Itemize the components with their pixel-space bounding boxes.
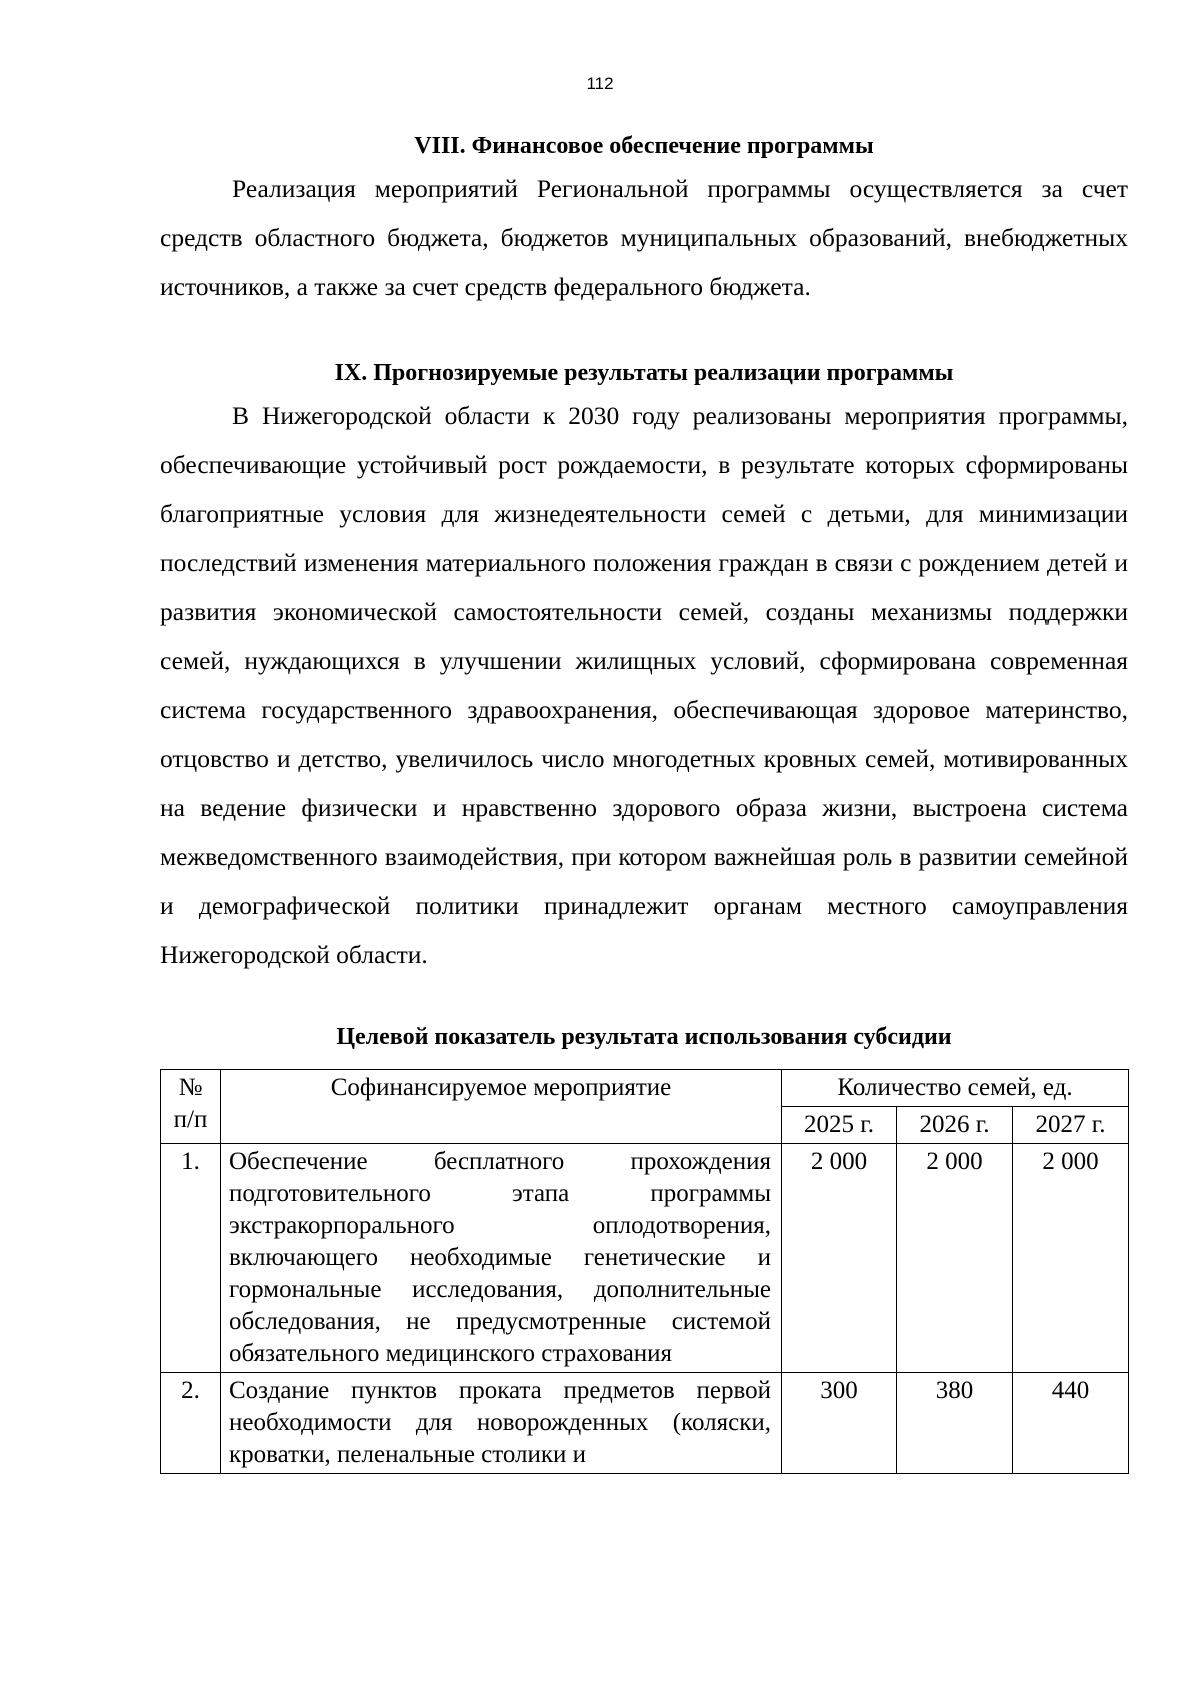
row-value-2025: 2 000 — [782, 1144, 897, 1373]
table-header-row — [161, 1070, 1129, 1107]
table-title: Целевой показатель результата использования субсидии — [336, 1024, 952, 1050]
row-value-2026: 2 000 — [897, 1144, 1013, 1373]
header-year-2025: 2025 г. — [782, 1107, 897, 1144]
row-event: Обеспечение бесплатного прохождения подготовительного этапа программы экстракорпорального оплодотворения, включающего необходимые генетические и гормональные исследования, дополнительные обследования, не предусмотренные системой обязательного медицинского страхования — [221, 1144, 782, 1373]
row-value-2025: 300 — [782, 1373, 897, 1474]
header-family-count: Количество семей, ед. — [782, 1070, 1129, 1107]
header-year-2027: 2027 г. — [1013, 1107, 1129, 1144]
header-year-2026: 2026 г. — [897, 1107, 1013, 1144]
row-number: 2. — [161, 1373, 221, 1474]
section-9-paragraph: В Нижегородской области к 2030 году реализованы мероприятия программы, обеспечивающие устойчивый рост рождаемости, в результате которых сформированы благоприятные условия для жизнедеятельности семей с детьми, для минимизации последствий изменения материального положения граждан в связи с рождением детей и развития экономической самостоятельности семей, созданы механизмы поддержки семей, нуждающихся в улучшении жилищных условий, сформирована современная система государственного здравоохранения, обеспечивающая здоровое материнство, отцовство и детство, увеличилось число многодетных кровных семей, мотивированных на ведение физически и нравственно здорового образа жизни, выстроена система межведомственного взаимодействия, при котором важнейшая роль в развитии семейной и демографической политики принадлежит органам местного самоуправления Нижегородской области. — [160, 401, 1128, 969]
section-8-title: VIII. Финансовое обеспечение программы — [414, 133, 874, 159]
header-number: № п/п — [161, 1070, 221, 1144]
row-value-2027: 440 — [1013, 1373, 1129, 1474]
row-value-2027: 2 000 — [1013, 1144, 1129, 1373]
page-content — [160, 128, 1128, 1474]
target-indicator-table — [160, 1069, 1129, 1474]
header-event: Софинансируемое мероприятие — [221, 1070, 782, 1144]
section-8-paragraph: Реализация мероприятий Региональной программы осуществляется за счет средств областного бюджета, бюджетов муниципальных образований, внебюджетных источников, а также за счет средств федерального бюджета. — [160, 174, 1128, 301]
table-row — [161, 1144, 1129, 1373]
section-9-title: IX. Прогнозируемые результаты реализации программы — [334, 360, 954, 386]
row-number: 1. — [161, 1144, 221, 1373]
page-number: 112 — [586, 74, 614, 93]
row-event: Создание пунктов проката предметов первой необходимости для новорожденных (коляски, кроватки, пеленальные столики и — [221, 1373, 782, 1474]
table-row — [161, 1373, 1129, 1474]
row-value-2026: 380 — [897, 1373, 1013, 1474]
